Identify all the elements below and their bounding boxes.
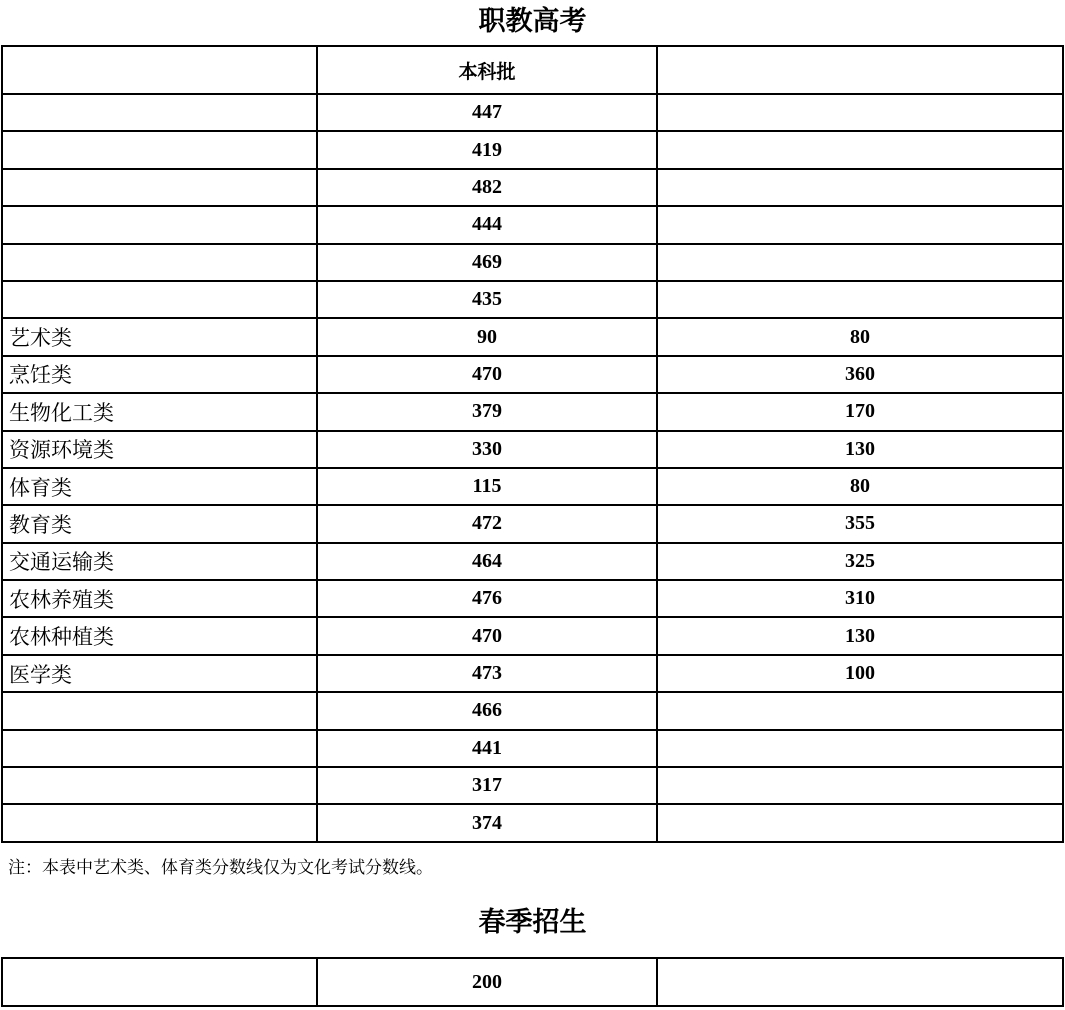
other-score-cell (657, 730, 1063, 767)
category-label: 医学类 (9, 662, 72, 687)
category-cell (2, 543, 317, 580)
bachelor-score-cell: 447 (317, 94, 657, 131)
other-score-cell (657, 543, 1063, 580)
category-cell (2, 505, 317, 542)
bachelor-score-cell: 472 (317, 505, 657, 542)
bachelor-score-cell: 330 (317, 431, 657, 468)
other-score-value: 130 (845, 624, 875, 647)
bachelor-score-cell: 470 (317, 617, 657, 654)
other-score-value: 80 (850, 325, 870, 348)
category-cell (2, 655, 317, 692)
category-cell (2, 356, 317, 393)
table-row (2, 580, 1063, 617)
category-label: 农林种植类 (9, 625, 114, 650)
header-other-cell (657, 46, 1063, 94)
table-row (2, 692, 1063, 729)
category-cell (2, 692, 317, 729)
category-label: 教育类 (9, 512, 72, 537)
other-score-cell (657, 356, 1063, 393)
other-score-cell (657, 580, 1063, 617)
table-header-row (2, 46, 1063, 94)
table-row (2, 131, 1063, 168)
category-label: 烹饪类 (9, 363, 72, 388)
table-row (2, 505, 1063, 542)
other-score-cell (657, 468, 1063, 505)
bachelor-score-cell: 90 (317, 318, 657, 355)
bachelor-score-cell: 435 (317, 281, 657, 318)
category-label: 体育类 (9, 475, 72, 500)
other-score-cell (657, 281, 1063, 318)
other-score-cell (657, 393, 1063, 430)
category-cell (2, 804, 317, 841)
other-score-cell (657, 804, 1063, 841)
category-label: 艺术类 (9, 326, 72, 351)
other-score-cell (657, 131, 1063, 168)
bachelor-score-cell: 473 (317, 655, 657, 692)
bachelor-score-cell: 317 (317, 767, 657, 804)
category-cell (2, 244, 317, 281)
other-score-cell (657, 505, 1063, 542)
table-row (2, 655, 1063, 692)
category-cell (2, 281, 317, 318)
category-cell (2, 206, 317, 243)
table-row (2, 318, 1063, 355)
bachelor-score-cell: 441 (317, 730, 657, 767)
table-row (2, 244, 1063, 281)
other-score-value: 355 (845, 512, 875, 535)
bachelor-score-cell: 379 (317, 393, 657, 430)
category-cell (2, 580, 317, 617)
category-cell (2, 468, 317, 505)
other-score-value: 310 (845, 587, 875, 610)
bachelor-score-cell: 482 (317, 169, 657, 206)
category-label: 农林养殖类 (9, 587, 114, 612)
header-category-cell (2, 46, 317, 94)
other-score-cell (657, 655, 1063, 692)
other-score-value: 360 (845, 362, 875, 385)
bachelor-score-cell: 470 (317, 356, 657, 393)
other-score-cell (657, 617, 1063, 654)
category-cell (2, 617, 317, 654)
category-cell (2, 393, 317, 430)
other-score-value: 130 (845, 437, 875, 460)
other-score-value: 170 (845, 400, 875, 423)
table-row (2, 431, 1063, 468)
table-row (2, 767, 1063, 804)
score-table (1, 45, 1064, 843)
table-row (2, 804, 1063, 841)
spring-bachelor-cell: 200 (317, 958, 657, 1006)
other-score-cell (657, 692, 1063, 729)
table-row (2, 617, 1063, 654)
bachelor-score-cell: 464 (317, 543, 657, 580)
other-score-cell (657, 206, 1063, 243)
spring-other-cell (657, 958, 1063, 1006)
other-score-cell (657, 431, 1063, 468)
bachelor-score-cell: 115 (317, 468, 657, 505)
category-cell (2, 730, 317, 767)
spring-category-cell (2, 958, 317, 1006)
table-footnote: 注：本表中艺术类、体育类分数线仅为文化考试分数线。 (8, 858, 433, 878)
table-row (2, 958, 1063, 1006)
category-cell (2, 169, 317, 206)
other-score-value: 80 (850, 475, 870, 498)
score-table-body (2, 46, 1063, 842)
category-label: 资源环境类 (9, 438, 114, 463)
table-row (2, 393, 1063, 430)
header-bachelor-cell: 本科批 (317, 46, 657, 94)
other-score-cell (657, 767, 1063, 804)
table-row (2, 543, 1063, 580)
other-score-cell (657, 318, 1063, 355)
spring-table (1, 957, 1064, 1007)
section-title-vocational-exam: 职教高考 (478, 6, 587, 37)
bachelor-score-cell: 469 (317, 244, 657, 281)
table-row (2, 169, 1063, 206)
bachelor-score-cell: 374 (317, 804, 657, 841)
category-label: 生物化工类 (9, 400, 114, 425)
other-score-value: 325 (845, 549, 875, 572)
bachelor-score-cell: 444 (317, 206, 657, 243)
other-score-value: 100 (845, 662, 875, 685)
table-row (2, 206, 1063, 243)
table-row (2, 281, 1063, 318)
category-cell (2, 318, 317, 355)
other-score-cell (657, 244, 1063, 281)
category-cell (2, 431, 317, 468)
bachelor-score-cell: 476 (317, 580, 657, 617)
category-cell (2, 94, 317, 131)
other-score-cell (657, 94, 1063, 131)
table-row (2, 94, 1063, 131)
bachelor-score-cell: 419 (317, 131, 657, 168)
table-row (2, 468, 1063, 505)
category-cell (2, 767, 317, 804)
category-label: 交通运输类 (9, 550, 114, 575)
section-title-spring-enrollment: 春季招生 (478, 907, 587, 938)
table-row (2, 356, 1063, 393)
other-score-cell (657, 169, 1063, 206)
category-cell (2, 131, 317, 168)
bachelor-score-cell: 466 (317, 692, 657, 729)
table-row (2, 730, 1063, 767)
